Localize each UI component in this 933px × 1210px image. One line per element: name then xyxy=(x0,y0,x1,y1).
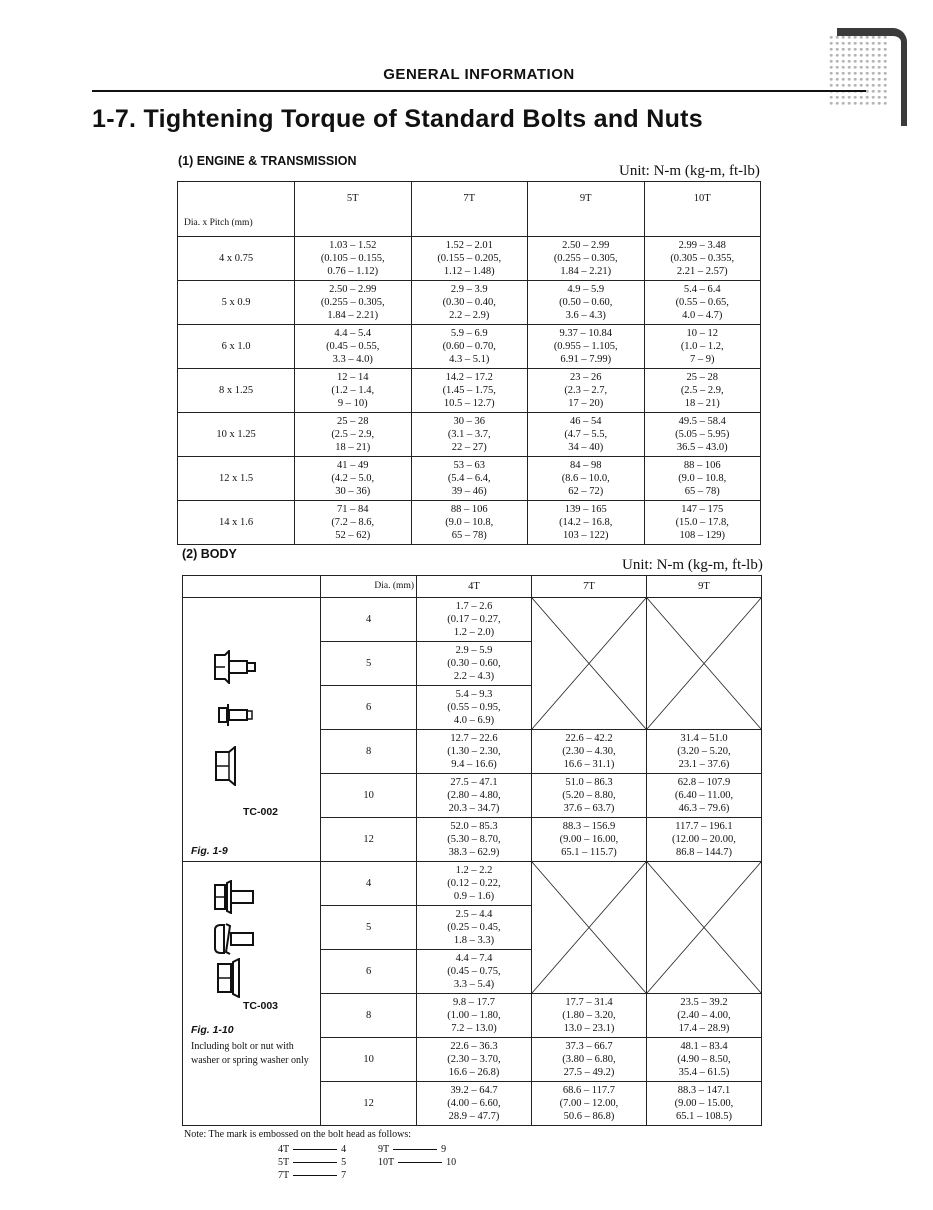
embossed-mark-note: Note: The mark is embossed on the bolt head as follows: xyxy=(184,1129,411,1140)
bolt-flange-icon xyxy=(211,650,259,688)
torque-line: (0.305 – 0.355, xyxy=(670,253,735,264)
torque-line: (0.955 – 1.105, xyxy=(553,341,618,352)
torque-line: 34 – 40) xyxy=(568,442,604,453)
torque-cell xyxy=(411,281,528,325)
torque-line: (0.55 – 0.95, xyxy=(447,702,501,713)
torque-line: 88 – 106 xyxy=(450,504,488,515)
torque-cell xyxy=(644,325,761,369)
torque-line: (4.2 – 5.0, xyxy=(331,473,375,484)
torque-line: 88.3 – 147.1 xyxy=(677,1085,731,1096)
torque-line: 1.52 – 2.01 xyxy=(445,240,493,251)
bolt-size-cell: 4 x 0.75 xyxy=(178,237,295,281)
figure-code: TC-002 xyxy=(243,806,279,818)
torque-line: 20.3 – 34.7) xyxy=(448,803,500,814)
body-section-title: (2) BODY xyxy=(182,547,237,561)
torque-line: 13.0 – 23.1) xyxy=(563,1023,615,1034)
torque-cell xyxy=(417,642,532,686)
engine-table-row xyxy=(178,281,761,325)
engine-table-row xyxy=(178,413,761,457)
torque-line: 27.5 – 47.1 xyxy=(450,777,498,788)
torque-cell xyxy=(411,457,528,501)
torque-line: 2.2 – 2.9) xyxy=(449,310,490,321)
mark-entry: 9T 9 xyxy=(378,1144,447,1155)
torque-line: (5.20 – 8.80, xyxy=(562,790,616,801)
torque-line: 6.91 – 7.99) xyxy=(560,354,612,365)
torque-cell xyxy=(531,818,646,862)
engine-table-row xyxy=(178,325,761,369)
torque-line: (9.0 – 10.8, xyxy=(445,517,494,528)
torque-line: 1.84 – 2.21) xyxy=(560,266,612,277)
bolt-small-flange-icon xyxy=(215,702,255,732)
torque-line: (0.55 – 0.65, xyxy=(675,297,729,308)
not-applicable-cross xyxy=(646,862,761,994)
bolt-size-cell: 14 x 1.6 xyxy=(178,501,295,545)
torque-line: 65 – 78) xyxy=(684,486,720,497)
torque-line: 86.8 – 144.7) xyxy=(675,847,732,858)
bolt-figure-cell xyxy=(183,598,321,862)
torque-line: 5.9 – 6.9 xyxy=(450,328,488,339)
torque-cell xyxy=(411,325,528,369)
torque-line: 2.9 – 3.9 xyxy=(450,284,488,295)
torque-line: (2.5 – 2.9, xyxy=(331,429,375,440)
torque-cell xyxy=(295,325,412,369)
torque-line: 10.5 – 12.7) xyxy=(443,398,495,409)
torque-cell xyxy=(417,906,532,950)
torque-cell xyxy=(528,237,645,281)
mark-entry: 10T 10 xyxy=(378,1157,457,1168)
diameter-cell: 5 xyxy=(321,906,417,950)
torque-line: (2.40 – 4.00, xyxy=(677,1010,731,1021)
figure-code: TC-003 xyxy=(243,1000,279,1012)
torque-line: 17.7 – 31.4 xyxy=(565,997,613,1008)
torque-cell xyxy=(531,730,646,774)
torque-cell xyxy=(411,413,528,457)
torque-line: 65.1 – 115.7) xyxy=(561,847,617,858)
torque-cell xyxy=(646,1038,761,1082)
torque-line: 9 – 10) xyxy=(337,398,368,409)
bolt-size-cell: 10 x 1.25 xyxy=(178,413,295,457)
torque-cell xyxy=(528,457,645,501)
torque-cell xyxy=(417,730,532,774)
torque-line: 88 – 106 xyxy=(683,460,721,471)
torque-line: 36.5 – 43.0) xyxy=(676,442,728,453)
torque-line: (5.30 – 8.70, xyxy=(447,834,501,845)
torque-line: 4.0 – 6.9) xyxy=(453,715,495,726)
torque-cell xyxy=(417,818,532,862)
torque-line: (1.30 – 2.30, xyxy=(447,746,501,757)
torque-line: 39.2 – 64.7 xyxy=(450,1085,498,1096)
torque-cell xyxy=(295,457,412,501)
engine-unit-label: Unit: N-m (kg-m, ft-lb) xyxy=(619,163,760,179)
torque-line: (9.00 – 16.00, xyxy=(559,834,619,845)
grade-header: 4T xyxy=(417,576,532,598)
torque-line: 1.2 – 2.0) xyxy=(453,627,495,638)
torque-line: 1.7 – 2.6 xyxy=(455,601,493,612)
torque-line: (0.60 – 0.70, xyxy=(442,341,496,352)
torque-line: (2.30 – 3.70, xyxy=(447,1054,501,1065)
torque-line: 5.4 – 9.3 xyxy=(455,689,493,700)
diameter-cell: 12 xyxy=(321,818,417,862)
torque-line: 7.2 – 13.0) xyxy=(451,1023,497,1034)
grade-header: 7T xyxy=(531,576,646,598)
grade-header: 9T xyxy=(528,182,645,237)
mark-entry: 4T 4 xyxy=(278,1144,347,1155)
torque-line: 62 – 72) xyxy=(568,486,604,497)
torque-cell xyxy=(646,1082,761,1126)
torque-line: 4.4 – 5.4 xyxy=(334,328,372,339)
torque-cell xyxy=(411,501,528,545)
bolt-size-cell: 6 x 1.0 xyxy=(178,325,295,369)
torque-line: 62.8 – 107.9 xyxy=(677,777,731,788)
embossed-mark-legend xyxy=(278,1143,478,1182)
torque-cell xyxy=(417,1038,532,1082)
engine-torque-table xyxy=(177,181,761,545)
figure-label: Fig. 1-9 xyxy=(191,845,228,857)
diameter-cell: 8 xyxy=(321,994,417,1038)
torque-line: 4.4 – 7.4 xyxy=(455,953,493,964)
torque-line: 1.84 – 2.21) xyxy=(327,310,379,321)
torque-line: 103 – 122) xyxy=(563,530,609,541)
torque-line: 22.6 – 42.2 xyxy=(565,733,613,744)
torque-line: 1.8 – 3.3) xyxy=(453,935,495,946)
torque-line: 18 – 21) xyxy=(335,442,371,453)
torque-line: (5.4 – 6.4, xyxy=(447,473,491,484)
dia-header: Dia. (mm) xyxy=(321,576,417,598)
torque-line: (4.90 – 8.50, xyxy=(677,1054,731,1065)
torque-line: 108 – 129) xyxy=(679,530,725,541)
torque-line: (0.255 – 0.305, xyxy=(320,297,385,308)
torque-line: 37.6 – 63.7) xyxy=(563,803,615,814)
torque-line: 2.9 – 5.9 xyxy=(455,645,493,656)
torque-cell xyxy=(644,501,761,545)
engine-table-row xyxy=(178,457,761,501)
torque-line: 53 – 63 xyxy=(453,460,485,471)
torque-line: 46 – 54 xyxy=(570,416,602,427)
torque-line: (0.45 – 0.75, xyxy=(447,966,501,977)
torque-cell xyxy=(295,413,412,457)
diameter-cell: 6 xyxy=(321,950,417,994)
torque-line: 12 – 14 xyxy=(337,372,369,383)
torque-cell xyxy=(295,237,412,281)
torque-line: 14.2 – 17.2 xyxy=(445,372,493,383)
torque-line: 1.2 – 2.2 xyxy=(455,865,493,876)
torque-line: (1.0 – 1.2, xyxy=(680,341,724,352)
torque-line: (1.2 – 1.4, xyxy=(331,385,375,396)
torque-cell xyxy=(417,1082,532,1126)
bolt-size-cell: 8 x 1.25 xyxy=(178,369,295,413)
torque-line: (0.30 – 0.40, xyxy=(442,297,496,308)
torque-line: (3.20 – 5.20, xyxy=(677,746,731,757)
torque-line: 38.3 – 62.9) xyxy=(448,847,500,858)
torque-line: (1.80 – 3.20, xyxy=(562,1010,616,1021)
torque-cell xyxy=(411,237,528,281)
torque-line: (9.0 – 10.8, xyxy=(678,473,727,484)
not-applicable-cross xyxy=(531,598,646,730)
figure-note: Including bolt or nut with washer or spring washer only xyxy=(191,1041,309,1066)
torque-line: 139 – 165 xyxy=(564,504,607,515)
torque-line: 30 – 36) xyxy=(335,486,371,497)
torque-line: (2.3 – 2.7, xyxy=(564,385,608,396)
torque-line: 12.7 – 22.6 xyxy=(450,733,498,744)
header-rule xyxy=(92,90,866,92)
torque-line: 23 – 26 xyxy=(570,372,602,383)
torque-line: (2.5 – 2.9, xyxy=(680,385,724,396)
torque-line: 9.37 – 10.84 xyxy=(559,328,612,339)
torque-line: (1.45 – 1.75, xyxy=(442,385,496,396)
torque-line: (15.0 – 17.8, xyxy=(675,517,729,528)
torque-line: (0.45 – 0.55, xyxy=(326,341,380,352)
torque-cell xyxy=(295,501,412,545)
torque-line: 52.0 – 85.3 xyxy=(450,821,498,832)
torque-line: 16.6 – 26.8) xyxy=(448,1067,500,1078)
section-title: 1-7. Tightening Torque of Standard Bolts and Nuts xyxy=(92,105,704,133)
dia-pitch-header: Dia. x Pitch (mm) xyxy=(178,182,295,237)
torque-cell xyxy=(528,413,645,457)
torque-line: 9.8 – 17.7 xyxy=(452,997,495,1008)
torque-line: (0.50 – 0.60, xyxy=(559,297,613,308)
bolt-size-cell: 5 x 0.9 xyxy=(178,281,295,325)
torque-line: (0.155 – 0.205, xyxy=(437,253,502,264)
torque-cell xyxy=(644,369,761,413)
torque-line: 2.5 – 4.4 xyxy=(455,909,493,920)
torque-line: 88.3 – 156.9 xyxy=(562,821,616,832)
torque-cell xyxy=(646,730,761,774)
torque-cell xyxy=(644,237,761,281)
torque-line: 49.5 – 58.4 xyxy=(678,416,726,427)
bolt-size-cell: 12 x 1.5 xyxy=(178,457,295,501)
torque-line: 71 – 84 xyxy=(337,504,369,515)
bolt-spring-washer-icon xyxy=(211,922,259,960)
torque-cell xyxy=(531,1082,646,1126)
torque-line: 4.0 – 4.7) xyxy=(682,310,723,321)
torque-line: (8.6 – 10.0, xyxy=(561,473,610,484)
engine-section-title: (1) ENGINE & TRANSMISSION xyxy=(178,154,357,168)
torque-line: 41 – 49 xyxy=(337,460,369,471)
torque-line: 2.99 – 3.48 xyxy=(678,240,726,251)
diameter-cell: 8 xyxy=(321,730,417,774)
torque-line: 51.0 – 86.3 xyxy=(565,777,613,788)
torque-line: (5.05 – 5.95) xyxy=(675,429,730,440)
torque-line: 27.5 – 49.2) xyxy=(563,1067,615,1078)
running-header: GENERAL INFORMATION xyxy=(383,66,575,83)
torque-cell xyxy=(528,501,645,545)
torque-line: 30 – 36 xyxy=(453,416,485,427)
torque-line: 35.4 – 61.5) xyxy=(678,1067,730,1078)
body-table-header-row xyxy=(183,576,762,598)
torque-line: (7.00 – 12.00, xyxy=(559,1098,619,1109)
grade-header: 7T xyxy=(411,182,528,237)
torque-line: (3.80 – 6.80, xyxy=(562,1054,616,1065)
torque-line: (0.17 – 0.27, xyxy=(447,614,501,625)
torque-line: 18 – 21) xyxy=(684,398,720,409)
torque-line: (0.105 – 0.155, xyxy=(320,253,385,264)
torque-cell xyxy=(646,818,761,862)
torque-line: 65 – 78) xyxy=(451,530,487,541)
torque-line: 68.6 – 117.7 xyxy=(562,1085,616,1096)
grade-header: 9T xyxy=(646,576,761,598)
diameter-cell: 10 xyxy=(321,1038,417,1082)
torque-line: 28.9 – 47.7) xyxy=(448,1111,500,1122)
torque-line: 4.3 – 5.1) xyxy=(449,354,490,365)
torque-line: 9.4 – 16.6) xyxy=(451,759,497,770)
torque-line: 10 – 12 xyxy=(686,328,718,339)
torque-line: 52 – 62) xyxy=(335,530,371,541)
torque-cell xyxy=(531,994,646,1038)
torque-line: (0.12 – 0.22, xyxy=(447,878,501,889)
torque-line: (1.00 – 1.80, xyxy=(447,1010,501,1021)
torque-cell xyxy=(295,369,412,413)
torque-line: (2.80 – 4.80, xyxy=(447,790,501,801)
torque-line: (3.1 – 3.7, xyxy=(447,429,491,440)
diameter-cell: 6 xyxy=(321,686,417,730)
body-unit-label: Unit: N-m (kg-m, ft-lb) xyxy=(622,557,763,573)
diameter-cell: 4 xyxy=(321,598,417,642)
torque-line: 39 – 46) xyxy=(451,486,487,497)
torque-cell xyxy=(417,774,532,818)
engine-table-row xyxy=(178,369,761,413)
torque-line: (14.2 – 16.8, xyxy=(559,517,613,528)
torque-cell xyxy=(295,281,412,325)
torque-cell xyxy=(417,950,532,994)
mark-entry: 5T 5 xyxy=(278,1157,347,1168)
torque-line: 22 – 27) xyxy=(451,442,487,453)
body-table-row xyxy=(183,862,762,906)
torque-line: 5.4 – 6.4 xyxy=(683,284,721,295)
torque-line: 50.6 – 86.8) xyxy=(563,1111,615,1122)
torque-line: 37.3 – 66.7 xyxy=(565,1041,613,1052)
torque-cell xyxy=(417,994,532,1038)
torque-line: (6.40 – 11.00, xyxy=(674,790,734,801)
torque-line: 1.12 – 1.48) xyxy=(443,266,495,277)
torque-line: 22.6 – 36.3 xyxy=(450,1041,498,1052)
torque-line: 23.1 – 37.6) xyxy=(678,759,730,770)
body-table-row xyxy=(183,598,762,642)
mark-entry: 7T 7 xyxy=(278,1170,347,1181)
torque-line: 117.7 – 196.1 xyxy=(675,821,733,832)
torque-line: (2.30 – 4.30, xyxy=(562,746,616,757)
torque-cell xyxy=(646,774,761,818)
bolt-figure-cell xyxy=(183,862,321,1126)
torque-line: 2.2 – 4.3) xyxy=(453,671,495,682)
torque-cell xyxy=(528,369,645,413)
diameter-cell: 10 xyxy=(321,774,417,818)
torque-line: 0.76 – 1.12) xyxy=(327,266,379,277)
torque-cell xyxy=(531,1038,646,1082)
not-applicable-cross xyxy=(646,598,761,730)
torque-line: 23.5 – 39.2 xyxy=(680,997,728,1008)
torque-line: 2.50 – 2.99 xyxy=(562,240,610,251)
torque-line: 17 – 20) xyxy=(568,398,604,409)
diameter-cell: 12 xyxy=(321,1082,417,1126)
torque-line: (0.25 – 0.45, xyxy=(447,922,501,933)
engine-table-header-row xyxy=(178,182,761,237)
torque-cell xyxy=(531,774,646,818)
torque-line: 3.3 – 4.0) xyxy=(332,354,373,365)
torque-line: 147 – 175 xyxy=(681,504,724,515)
torque-cell xyxy=(644,413,761,457)
not-applicable-cross xyxy=(531,862,646,994)
diameter-cell: 4 xyxy=(321,862,417,906)
torque-line: (7.2 – 8.6, xyxy=(331,517,375,528)
torque-line: 46.3 – 79.6) xyxy=(678,803,730,814)
torque-line: 84 – 98 xyxy=(570,460,602,471)
torque-line: (0.30 – 0.60, xyxy=(447,658,501,669)
bolt-washer-icon xyxy=(211,880,259,918)
torque-line: (4.7 – 5.5, xyxy=(564,429,608,440)
torque-cell xyxy=(528,281,645,325)
torque-cell xyxy=(417,686,532,730)
torque-cell xyxy=(646,994,761,1038)
nut-washer-icon xyxy=(215,958,243,1002)
torque-line: 17.4 – 28.9) xyxy=(678,1023,730,1034)
grade-header: 5T xyxy=(295,182,412,237)
torque-line: 7 – 9) xyxy=(690,354,715,365)
torque-line: 2.50 – 2.99 xyxy=(329,284,377,295)
torque-line: 25 – 28 xyxy=(686,372,718,383)
torque-line: 65.1 – 108.5) xyxy=(675,1111,732,1122)
flange-nut-icon xyxy=(213,746,239,790)
torque-line: 16.6 – 31.1) xyxy=(563,759,615,770)
torque-cell xyxy=(417,598,532,642)
engine-table-row xyxy=(178,501,761,545)
torque-line: (12.00 – 20.00, xyxy=(672,834,736,845)
diameter-cell: 5 xyxy=(321,642,417,686)
torque-cell xyxy=(417,862,532,906)
torque-line: 1.03 – 1.52 xyxy=(329,240,377,251)
torque-line: 3.3 – 5.4) xyxy=(453,979,495,990)
torque-cell xyxy=(411,369,528,413)
torque-line: 2.21 – 2.57) xyxy=(676,266,728,277)
torque-line: (9.00 – 15.00, xyxy=(674,1098,734,1109)
body-torque-table xyxy=(182,575,762,1126)
figure-label: Fig. 1-10 xyxy=(191,1024,234,1036)
torque-line: 48.1 – 83.4 xyxy=(680,1041,728,1052)
torque-cell xyxy=(644,281,761,325)
torque-line: 4.9 – 5.9 xyxy=(567,284,605,295)
torque-line: 31.4 – 51.0 xyxy=(680,733,728,744)
torque-cell xyxy=(644,457,761,501)
engine-table-row xyxy=(178,237,761,281)
torque-cell xyxy=(528,325,645,369)
torque-line: 3.6 – 4.3) xyxy=(565,310,606,321)
grade-header: 10T xyxy=(644,182,761,237)
torque-line: 0.9 – 1.6) xyxy=(453,891,495,902)
torque-line: (0.255 – 0.305, xyxy=(553,253,618,264)
figure-column-header xyxy=(183,576,321,598)
torque-line: (4.00 – 6.60, xyxy=(447,1098,501,1109)
torque-line: 25 – 28 xyxy=(337,416,369,427)
